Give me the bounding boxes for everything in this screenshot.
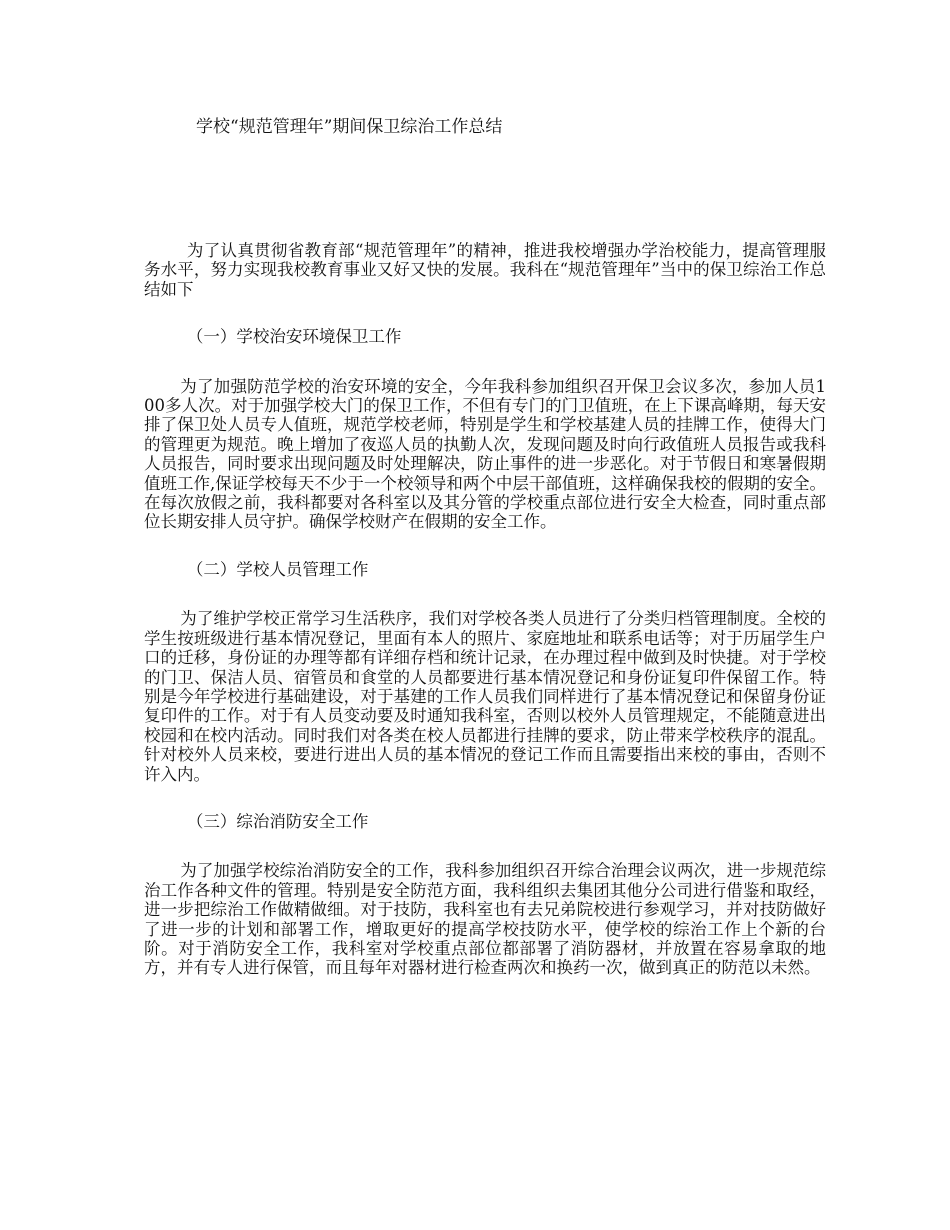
section-heading-2: （二）学校人员管理工作 bbox=[186, 559, 369, 579]
section-paragraph-3: 为了加强学校综治消防安全的工作，我科参加组织召开综合治理会议两次，进一步规范综治工作各种文件的管理。特别是安全防范方面，我科组织去集团其他分公司进行借鉴和取经，进一步把综治工作做精做细。对于技防，我科室也有去兄弟院校进行参观学习，并对技防做好了进一步的计划和部署工作，增取更好的提高学校技防水平，使学校的综治工作上个新的台阶。对于消防安全工作，我科室对学校重点部位都部署了消防器材，并放置在容易拿取的地方，并有专人进行保管，而且每年对器材进行检查两次和换药一次，做到真正的防范以未然。 bbox=[144, 861, 826, 978]
section-heading-3: （三）综治消防安全工作 bbox=[186, 811, 369, 831]
document-title: 学校“规范管理年”期间保卫综治工作总结 bbox=[196, 117, 503, 137]
intro-paragraph: 为了认真贯彻省教育部“规范管理年”的精神，推进我校增强办学治校能力，提高管理服务水平，努力实现我校教育事业又好又快的发展。我科在“规范管理年”当中的保卫综治工作总结如下 bbox=[144, 241, 826, 299]
section-heading-1: （一）学校治安环境保卫工作 bbox=[186, 327, 402, 347]
section-paragraph-2: 为了维护学校正常学习生活秩序，我们对学校各类人员进行了分类归档管理制度。全校的学生按班级进行基本情况登记，里面有本人的照片、家庭地址和联系电话等；对于历届学生户口的迁移，身份证的办理等都有详细存档和统计记录，在办理过程中做到及时快捷。对于学校的门卫、保洁人员、宿管员和食堂的人员都要进行基本情况登记和身份证复印件保留工作。特别是今年学校进行基础建设，对于基建的工作人员我们同样进行了基本情况登记和保留身份证复印件的工作。对于有人员变动要及时通知我科室，否则以校外人员管理规定，不能随意进出校园和在校内活动。同时我们对各类在校人员都进行挂牌的要求，防止带来学校秩序的混乱。针对校外人员来校，要进行进出人员的基本情况的登记工作而且需要指出来校的事由，否则不许入内。 bbox=[144, 609, 826, 784]
section-paragraph-1: 为了加强防范学校的治安环境的安全，今年我科参加组织召开保卫会议多次，参加人员100多人次。对于加强学校大门的保卫工作，不但有专门的门卫值班，在上下课高峰期，每天安排了保卫处人员专人值班，规范学校老师，特别是学生和学校基建人员的挂牌工作，使得大门的管理更为规范。晚上增加了夜巡人员的执勤人次，发现问题及时向行政值班人员报告或我科人员报告，同时要求出现问题及时处理解决，防止事件的进一步恶化。对于节假日和寒暑假期值班工作,保证学校每天不少于一个校领导和两个中层干部值班，这样确保我校的假期的安全。在每次放假之前，我科都要对各科室以及其分管的学校重点部位进行安全大检查，同时重点部位长期安排人员守护。确保学校财产在假期的安全工作。 bbox=[144, 376, 826, 532]
document-body bbox=[144, 241, 826, 978]
